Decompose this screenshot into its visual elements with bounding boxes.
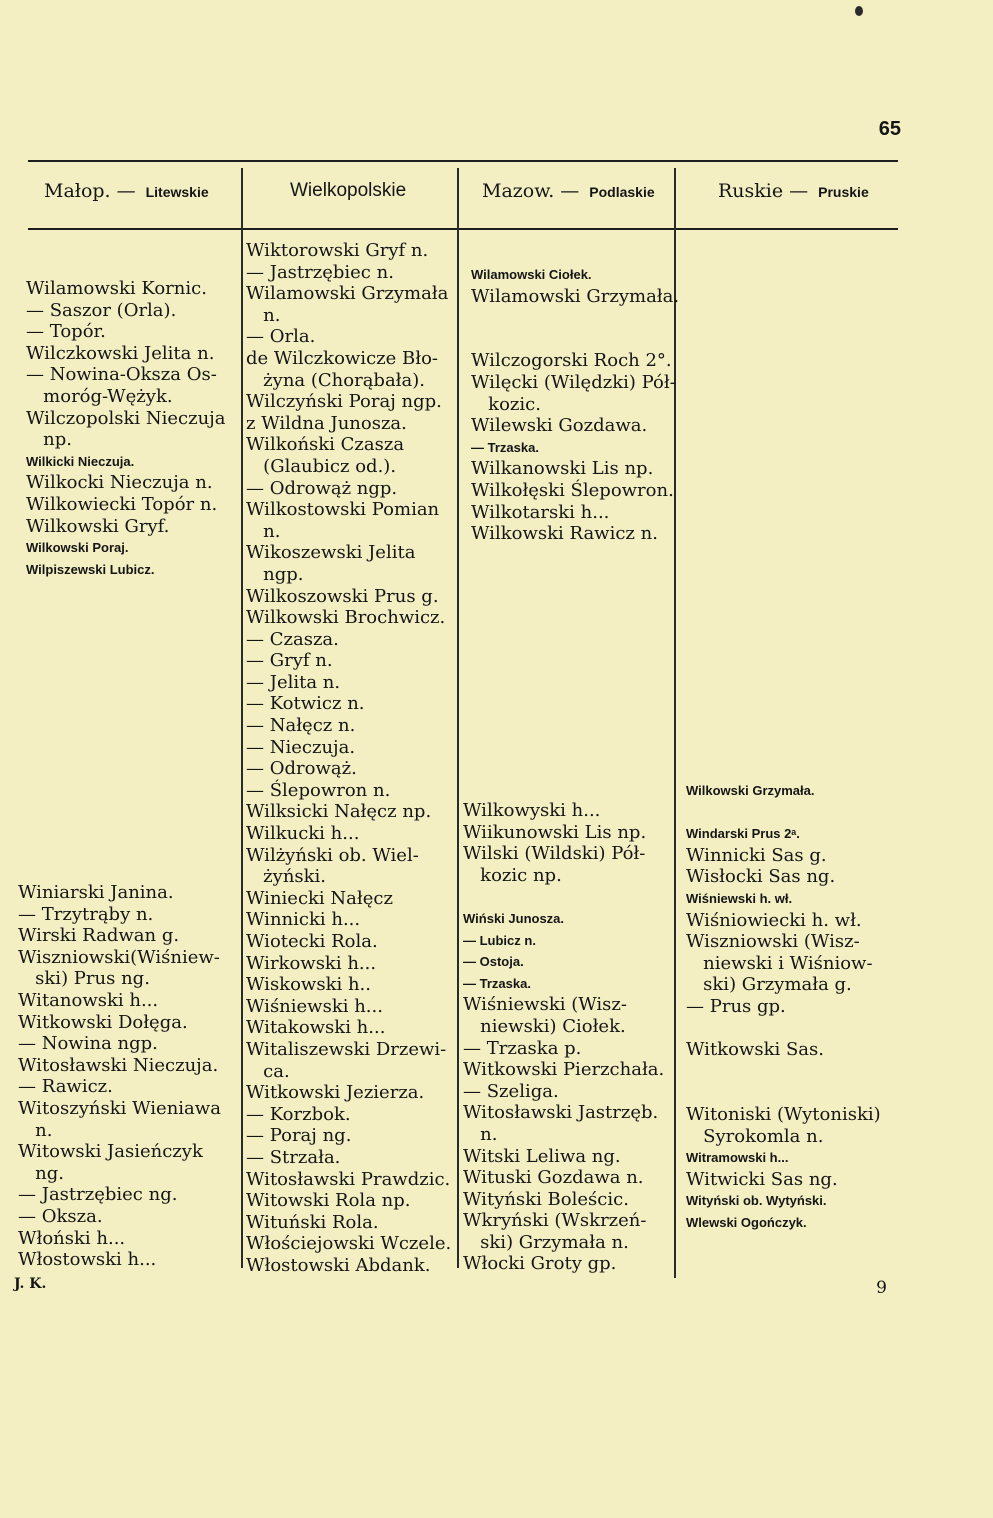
entry: n.: [246, 304, 281, 326]
entry: Wlewski Ogończyk.: [686, 1214, 807, 1230]
column-malopolskie-top: [26, 278, 225, 580]
entry: Włostowski Abdank.: [246, 1254, 431, 1276]
entry: Wilkoński Czasza: [246, 434, 405, 456]
entry: — Jastrzębiec ng.: [18, 1184, 178, 1206]
column-ruskie: [686, 780, 881, 1233]
entry: Wilkoszowski Prus g.: [246, 585, 439, 607]
header-bottom-rule: [28, 228, 898, 230]
entry: Wilkanowski Lis np.: [471, 458, 654, 480]
entry: Wiszniowski (Wisz-: [686, 931, 860, 953]
entry: Wilkowski Poraj.: [26, 540, 129, 556]
entry: kozic np.: [463, 864, 562, 886]
entry: — Ostoja.: [463, 954, 524, 970]
entry: Witramowski h...: [686, 1150, 789, 1166]
entry: — Nałęcz n.: [246, 715, 356, 737]
header-main: Małop.: [44, 180, 111, 202]
entry: n.: [18, 1119, 53, 1141]
header-malopolskie-litewskie: [44, 180, 209, 202]
entry: Witkowski Jezierza.: [246, 1082, 425, 1104]
entry: — Trzytrąby n.: [18, 903, 154, 925]
entry: Wilęcki (Wilędzki) Pół-: [471, 371, 676, 393]
header-top-rule: [28, 160, 898, 162]
entry: Wituński Rola.: [246, 1211, 379, 1233]
column-mazowieckie-bottom: [463, 800, 664, 1275]
header-main: Wielkopolskie: [290, 180, 407, 201]
entry: Wityński Boleścic.: [463, 1188, 629, 1210]
entry: Wirkowski h...: [246, 952, 377, 974]
entry: Witosławski Nieczuja.: [18, 1054, 219, 1076]
column-divider-2: [457, 168, 459, 1268]
entry: Wilczyński Poraj ngp.: [246, 391, 442, 413]
entry: Witkowski Sas.: [686, 1039, 824, 1061]
entry: — Ślepowron n.: [246, 779, 391, 801]
entry: — Odrowąż.: [246, 758, 357, 780]
entry: Wiszniowski(Wiśniew-: [18, 946, 220, 968]
entry: — Nowina ngp.: [18, 1033, 158, 1055]
entry: Wisłocki Sas ng.: [686, 866, 836, 888]
header-sep: —: [116, 180, 136, 202]
entry: Syrokomla n.: [686, 1125, 824, 1147]
entry: (Glaubicz od.).: [246, 455, 397, 477]
entry: ski) Prus ng.: [18, 968, 150, 990]
entry: Witowski Jasieńczyk: [18, 1141, 203, 1163]
entry: Witowski Rola np.: [246, 1190, 411, 1212]
entry: Wilczogorski Roch 2°.: [471, 350, 672, 372]
entry: Winnicki Sas g.: [686, 844, 827, 866]
entry: Wkryński (Wskrzeń-: [463, 1210, 647, 1232]
entry: Wilczkowski Jelita n.: [26, 342, 215, 364]
entry: Wilkowiecki Topór n.: [26, 493, 218, 515]
header-sub: Litewskie: [145, 184, 209, 200]
entry: ski) Grzymała n.: [463, 1231, 629, 1253]
entry: Wilpiszewski Lubicz.: [26, 561, 155, 577]
header-wielkopolskie: [290, 180, 406, 202]
entry: [686, 1082, 881, 1104]
entry: z Wildna Junosza.: [246, 412, 407, 434]
entry: Witoszyński Wieniawa: [18, 1097, 221, 1119]
entry: [471, 329, 679, 351]
entry: Wilksicki Nałęcz np.: [246, 801, 432, 823]
entry: Wilkucki h...: [246, 823, 360, 845]
entry: Wiotecki Rola.: [246, 931, 378, 952]
entry: — Nowina-Oksza Os-: [26, 364, 217, 386]
entry: — Trzaska p.: [463, 1037, 582, 1059]
entry: Wilkostowski Pomian: [246, 499, 440, 521]
entry: ngp.: [246, 563, 304, 585]
header-mazowieckie-podlaskie: [482, 180, 655, 202]
page-footer-number: 9: [876, 1278, 887, 1298]
column-divider-1: [241, 168, 243, 1268]
entry: ski) Grzymała g.: [686, 974, 852, 996]
entry: Włostowski h...: [18, 1249, 157, 1271]
entry: — Rawicz.: [18, 1076, 113, 1098]
entry: Wilczopolski Nieczuja: [26, 407, 226, 429]
entry: Wiikunowski Lis np.: [463, 821, 647, 843]
entry: Wirski Radwan g.: [18, 925, 180, 947]
column-wielkopolskie: [246, 240, 451, 1277]
entry: Winiarski Janina.: [18, 882, 174, 903]
header-main: Mazow.: [482, 180, 555, 202]
entry: Wityński ob. Wytyński.: [686, 1193, 827, 1209]
entry: Witakowski h...: [246, 1017, 386, 1039]
entry: moróg-Wężyk.: [26, 385, 173, 407]
entry: Wilkowyski h...: [463, 800, 601, 821]
entry: Wilkołęski Ślepowron.: [471, 479, 674, 501]
entry: — Saszor (Orla).: [26, 299, 177, 321]
entry: n.: [463, 1123, 498, 1145]
entry: Wiński Junosza.: [463, 910, 565, 926]
entry: — Orla.: [246, 326, 316, 348]
entry: Winnicki h...: [246, 909, 361, 931]
entry: ng.: [18, 1162, 65, 1184]
entry: Wilamowski Grzymała: [246, 283, 449, 305]
ink-speck: [855, 6, 863, 16]
header-sub: Pruskie: [818, 184, 869, 200]
entry: Wilamowski Ciołek.: [471, 267, 592, 282]
entry: Wilkowski Brochwicz.: [246, 607, 446, 629]
entry: — Gryf n.: [246, 650, 333, 672]
entry: żyński.: [246, 866, 327, 888]
entry: Winiecki Nałęcz: [246, 887, 393, 909]
entry: — Szeliga.: [463, 1080, 559, 1102]
entry: — Jastrzębiec n.: [246, 261, 394, 283]
entry: de Wilczkowicze Bło-: [246, 347, 438, 369]
entry: Wilkocki Nieczuja n.: [26, 472, 213, 494]
entry: — Lubicz n.: [463, 932, 536, 948]
entry: Witosławski Prawdzic.: [246, 1168, 451, 1190]
entry: Wikoszewski Jelita: [246, 542, 416, 564]
entry: — Nieczuja.: [246, 736, 356, 758]
footer-initials: J. K.: [14, 1276, 47, 1292]
entry: ca.: [246, 1060, 290, 1082]
entry: Włocki Groty gp.: [463, 1253, 617, 1275]
entry: — Strzała.: [246, 1146, 341, 1168]
entry: Wilżyński ob. Wiel-: [246, 844, 419, 866]
entry: Wilewski Gozdawa.: [471, 415, 648, 437]
entry: Wilkotarski h...: [471, 501, 610, 523]
entry: Wilamowski Grzymała.: [471, 285, 680, 307]
entry: Witoniski (Wytoniski): [686, 1103, 881, 1125]
entry: — Trzaska.: [471, 439, 539, 455]
entry: Witski Leliwa ng.: [463, 1145, 621, 1167]
header-sep: —: [560, 180, 580, 202]
entry: — Trzaska.: [463, 975, 531, 991]
entry: Witosławski Jastrzęb.: [463, 1102, 659, 1124]
entry: Wituski Gozdawa n.: [463, 1167, 644, 1189]
entry: np.: [26, 429, 73, 451]
entry: Wiśniewski h...: [246, 995, 383, 1017]
entry: Wilkowski Grzymała.: [686, 783, 815, 798]
header-sep: —: [789, 180, 809, 202]
column-malopolskie-bottom: [18, 882, 221, 1271]
entry: Włoński h...: [18, 1227, 126, 1249]
entry: Wilkicki Nieczuja.: [26, 453, 135, 469]
entry: [686, 1018, 881, 1040]
entry: Windarski Prus 2ᵃ.: [686, 826, 800, 842]
entry: Wilski (Wildski) Pół-: [463, 843, 646, 865]
entry: Witwicki Sas ng.: [686, 1168, 838, 1190]
entry: Wiśniewski h. wł.: [686, 890, 793, 906]
entry: [686, 802, 881, 824]
entry: [686, 1061, 881, 1083]
entry: n.: [246, 520, 281, 542]
column-mazowieckie-top: [471, 264, 679, 545]
entry: [471, 307, 679, 329]
entry: żyna (Chorąbała).: [246, 369, 425, 391]
entry: Witkowski Dołęga.: [18, 1011, 188, 1033]
entry: Wiśniowiecki h. wł.: [686, 909, 862, 931]
entry: Witanowski h...: [18, 989, 159, 1011]
entry: Witkowski Pierzchała.: [463, 1059, 665, 1081]
entry: — Jelita n.: [246, 671, 341, 693]
entry: Wiktorowski Gryf n.: [246, 240, 429, 261]
entry: — Odrowąż ngp.: [246, 477, 398, 499]
entry: — Korzbok.: [246, 1103, 351, 1125]
entry: Wilkowski Gryf.: [26, 515, 170, 537]
entry: [463, 886, 664, 908]
entry: Wiskowski h..: [246, 974, 371, 996]
entry: Wilamowski Kornic.: [26, 278, 207, 299]
entry: — Czasza.: [246, 628, 339, 650]
entry: Wilkowski Rawicz n.: [471, 523, 658, 545]
entry: Witaliszewski Drzewi-: [246, 1038, 447, 1060]
entry: — Topór.: [26, 321, 106, 343]
header-ruskie-pruskie: [718, 180, 869, 202]
entry: Wiśniewski (Wisz-: [463, 994, 627, 1016]
entry: — Poraj ng.: [246, 1125, 352, 1147]
entry: — Oksza.: [18, 1205, 103, 1227]
entry: niewski) Ciołek.: [463, 1015, 626, 1037]
entry: kozic.: [471, 393, 541, 415]
entry: Włościejowski Wczele.: [246, 1233, 452, 1255]
entry: niewski i Wiśniow-: [686, 952, 873, 974]
entry: — Kotwicz n.: [246, 693, 365, 715]
header-sub: Podlaskie: [589, 184, 655, 200]
header-main: Ruskie: [718, 180, 784, 202]
page-number: 65: [878, 118, 901, 140]
entry: — Prus gp.: [686, 995, 786, 1017]
